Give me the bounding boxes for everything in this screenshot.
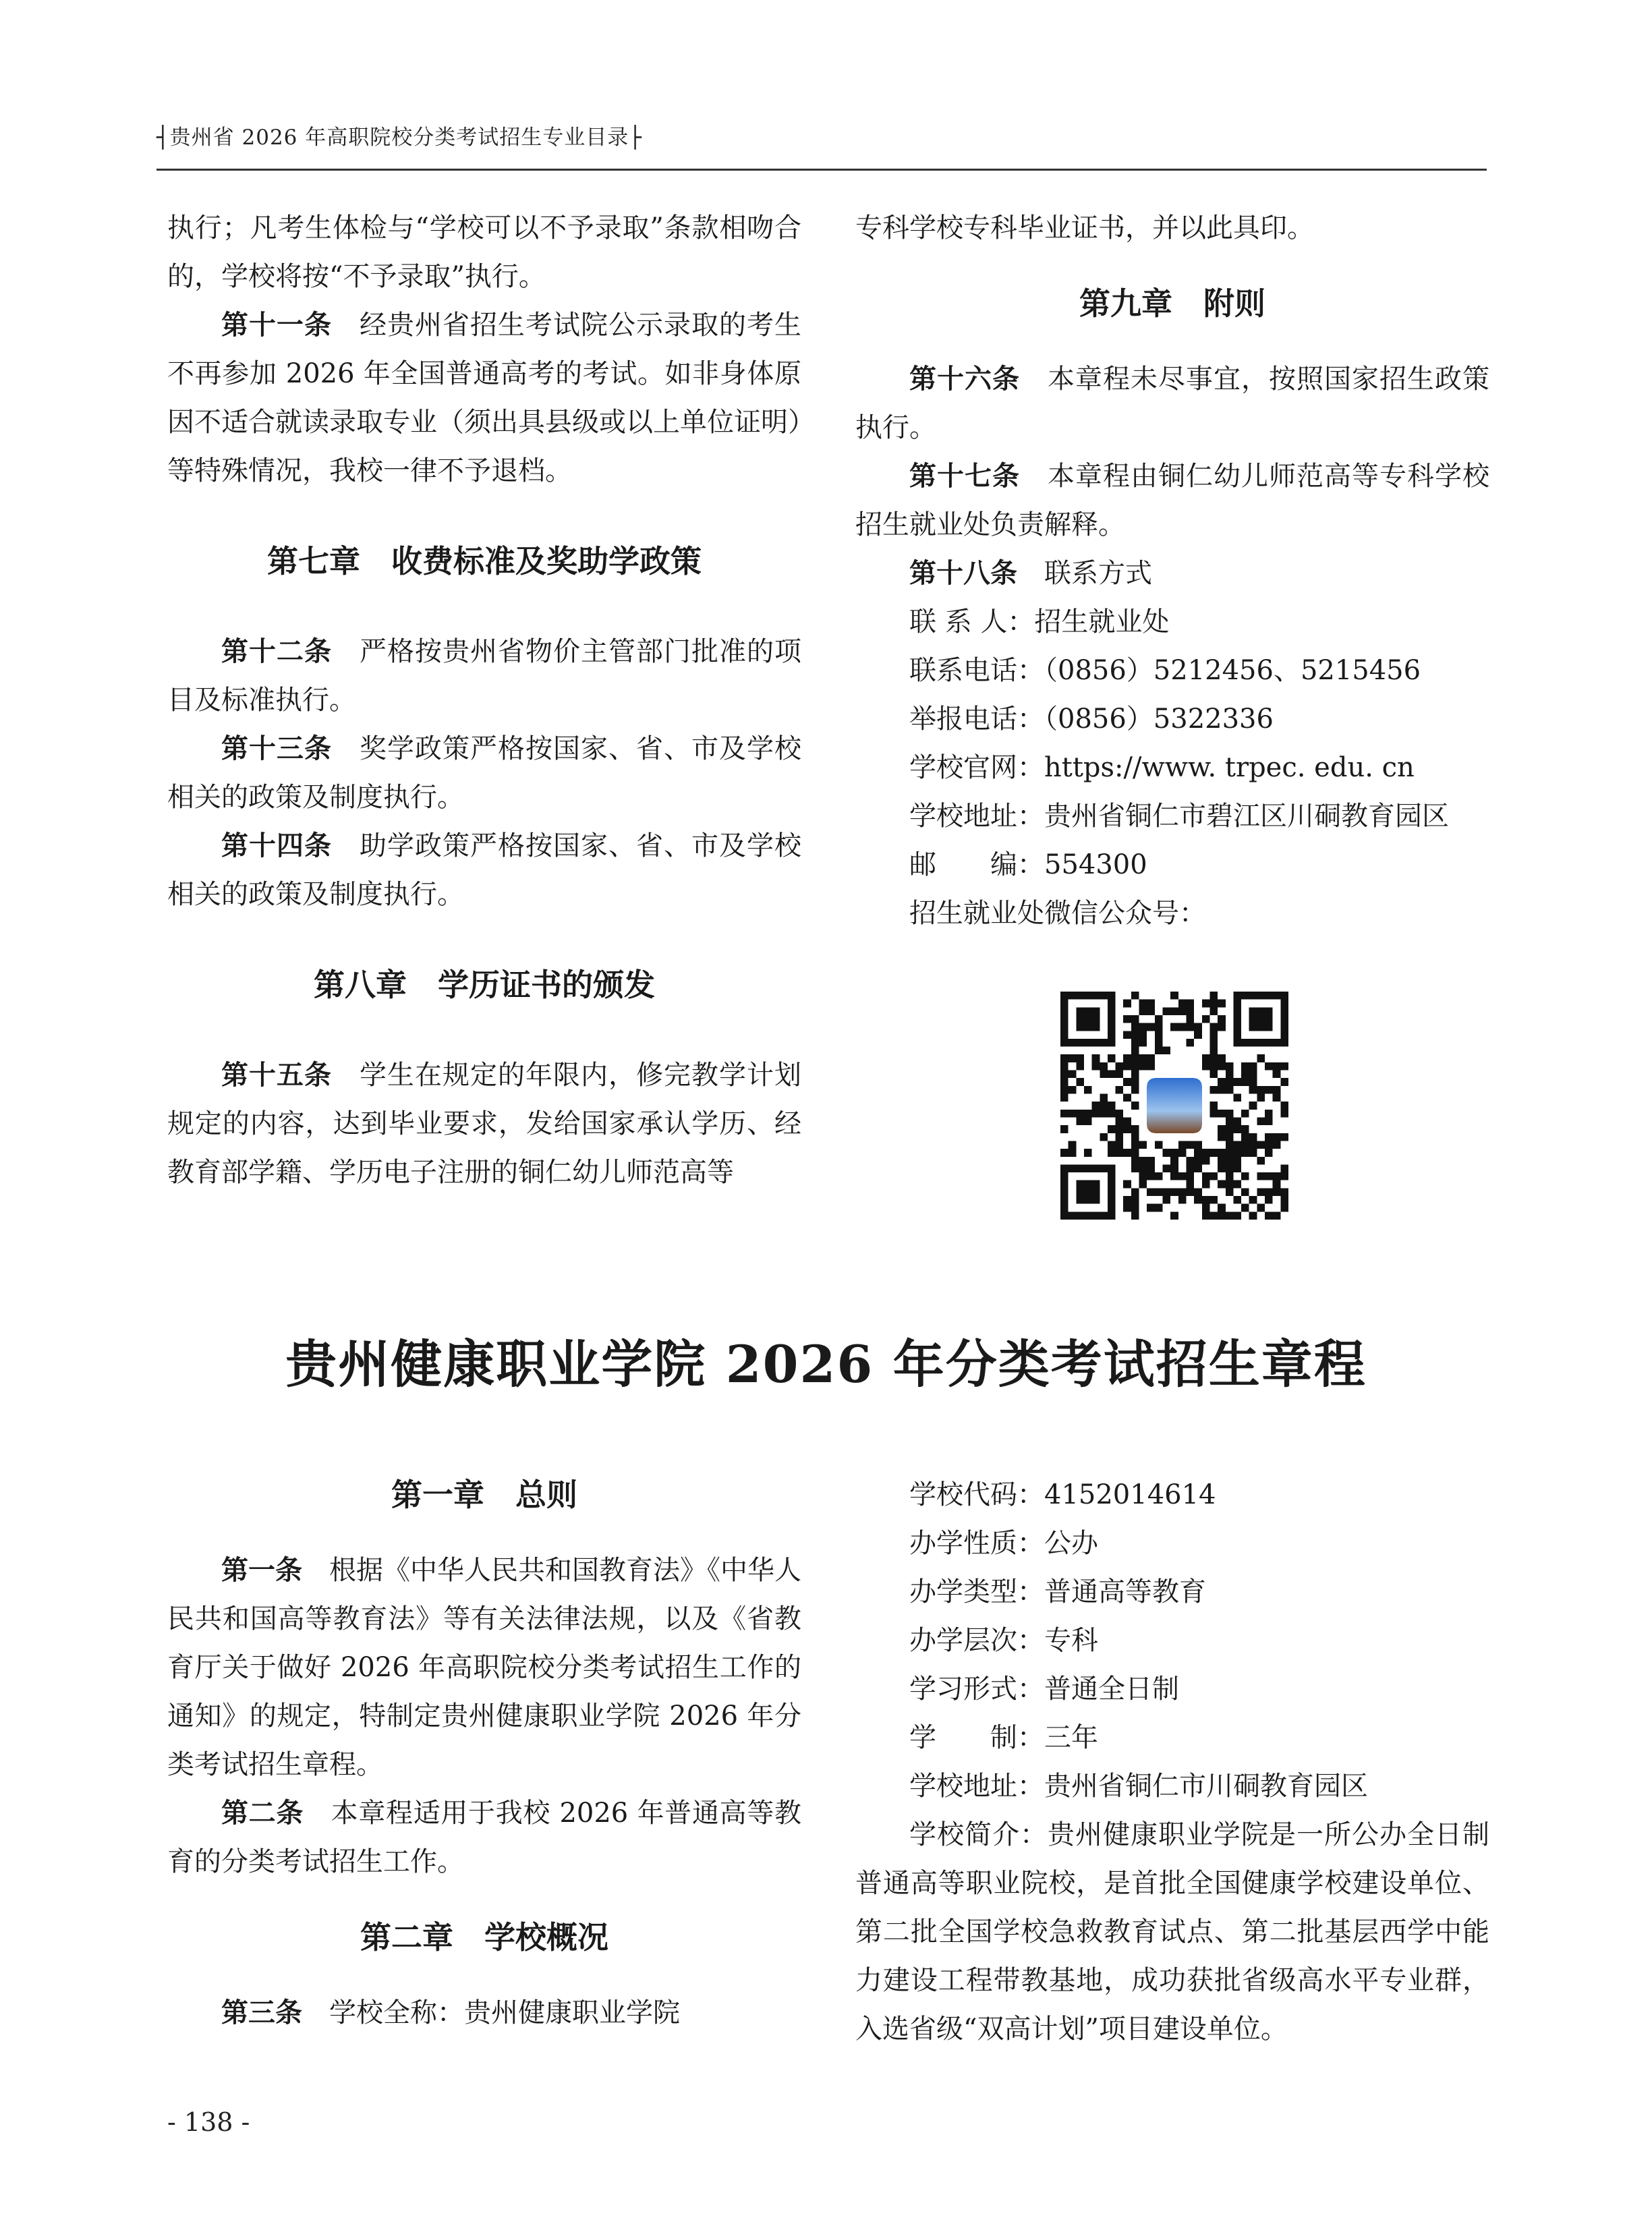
article-11: 第十一条 经贵州省招生考试院公示录取的考生不再参加 2026 年全国普通高考的考试。如非身体原因不适合就读录取专业（须出具县级或以上单位证明）等特殊情况，我校一律不予退档。 bbox=[167, 310, 801, 486]
contact-line: 联系电话：（0856）5212456、5215456 bbox=[909, 655, 1421, 686]
chapter-8-heading: 第八章 学历证书的颁发 bbox=[314, 967, 655, 1003]
upper-left-column bbox=[167, 204, 801, 1197]
header-rule bbox=[156, 169, 1487, 171]
contact-line: 联 系 人：招生就业处 bbox=[909, 606, 1170, 637]
school-info-line: 学习形式：普通全日制 bbox=[909, 1674, 1179, 1705]
contact-line: 邮 编：554300 bbox=[909, 849, 1147, 880]
document-title: 贵州健康职业学院 2026 年分类考试招生章程 bbox=[285, 1334, 1367, 1394]
chapter-9-heading: 第九章 附则 bbox=[1079, 285, 1265, 322]
paragraph: 执行；凡考生体检与“学校可以不予录取”条款相吻合的，学校将按“不予录取”执行。 bbox=[167, 212, 801, 292]
school-info-line: 学校代码：4152014614 bbox=[909, 1479, 1216, 1510]
article-17: 第十七条 本章程由铜仁幼儿师范高等专科学校招生就业处负责解释。 bbox=[855, 461, 1489, 540]
school-info-line: 办学性质：公办 bbox=[909, 1528, 1098, 1559]
school-info-line: 办学层次：专科 bbox=[909, 1625, 1098, 1656]
contact-line: 招生就业处微信公众号： bbox=[909, 898, 1206, 929]
lower-left-column bbox=[167, 1471, 801, 2037]
running-header: ┤贵州省 2026 年高职院校分类考试招生专业目录├ bbox=[156, 125, 642, 150]
school-info-line: 学校地址：贵州省铜仁市川硐教育园区 bbox=[909, 1771, 1368, 1802]
school-info-line: 学 制：三年 bbox=[909, 1722, 1098, 1753]
article-15: 第十五条 学生在规定的年限内，修完教学计划规定的内容，达到毕业要求，发给国家承认学历、经教育部学籍、学历电子注册的铜仁幼儿师范高等 bbox=[167, 1060, 801, 1188]
article-14: 第十四条 助学政策严格按国家、省、市及学校相关的政策及制度执行。 bbox=[167, 830, 801, 910]
article-3: 第三条 学校全称：贵州健康职业学院 bbox=[221, 1997, 680, 2028]
chapter-2-heading: 第二章 学校概况 bbox=[360, 1919, 608, 1956]
school-info-line: 办学类型：普通高等教育 bbox=[909, 1576, 1206, 1607]
article-1: 第一条 根据《中华人民共和国教育法》《中华人民共和国高等教育法》等有关法律法规，以及《省教育厅关于做好 2026 年高职院校分类考试招生工作的通知》的规定，特制定贵州健康职业学院 2026 年分类考试招生章程。 bbox=[167, 1555, 801, 1780]
lower-right-column bbox=[855, 1471, 1489, 2053]
page-number: - 138 - bbox=[167, 2107, 250, 2137]
article-2: 第二条 本章程适用于我校 2026 年普通高等教育的分类考试招生工作。 bbox=[167, 1798, 801, 1877]
contact-line: 举报电话：（0856）5322336 bbox=[909, 704, 1274, 735]
chapter-1-heading: 第一章 总则 bbox=[391, 1477, 577, 1513]
article-13: 第十三条 奖学政策严格按国家、省、市及学校相关的政策及制度执行。 bbox=[167, 733, 801, 813]
contact-line: 学校官网：https://www. trpec. edu. cn bbox=[909, 752, 1415, 783]
paragraph: 专科学校专科毕业证书，并以此具印。 bbox=[855, 212, 1314, 244]
contact-line: 学校地址：贵州省铜仁市碧江区川硐教育园区 bbox=[909, 801, 1449, 832]
qr-code-icon bbox=[1060, 992, 1288, 1220]
upper-right-column bbox=[855, 204, 1489, 938]
article-12: 第十二条 严格按贵州省物价主管部门批准的项目及标准执行。 bbox=[167, 636, 801, 716]
school-introduction: 学校简介：贵州健康职业学院是一所公办全日制普通高等职业院校，是首批全国健康学校建设单位、第二批全国学校急救教育试点、第二批基层西学中能力建设工程带教基地，成功获批省级高水平专业群，入选省级“双高计划”项目建设单位。 bbox=[855, 1819, 1489, 2045]
article-16: 第十六条 本章程未尽事宜，按照国家招生政策执行。 bbox=[855, 364, 1489, 443]
article-18: 第十八条 联系方式 bbox=[909, 558, 1152, 589]
chapter-7-heading: 第七章 收费标准及奖助学政策 bbox=[267, 543, 702, 579]
